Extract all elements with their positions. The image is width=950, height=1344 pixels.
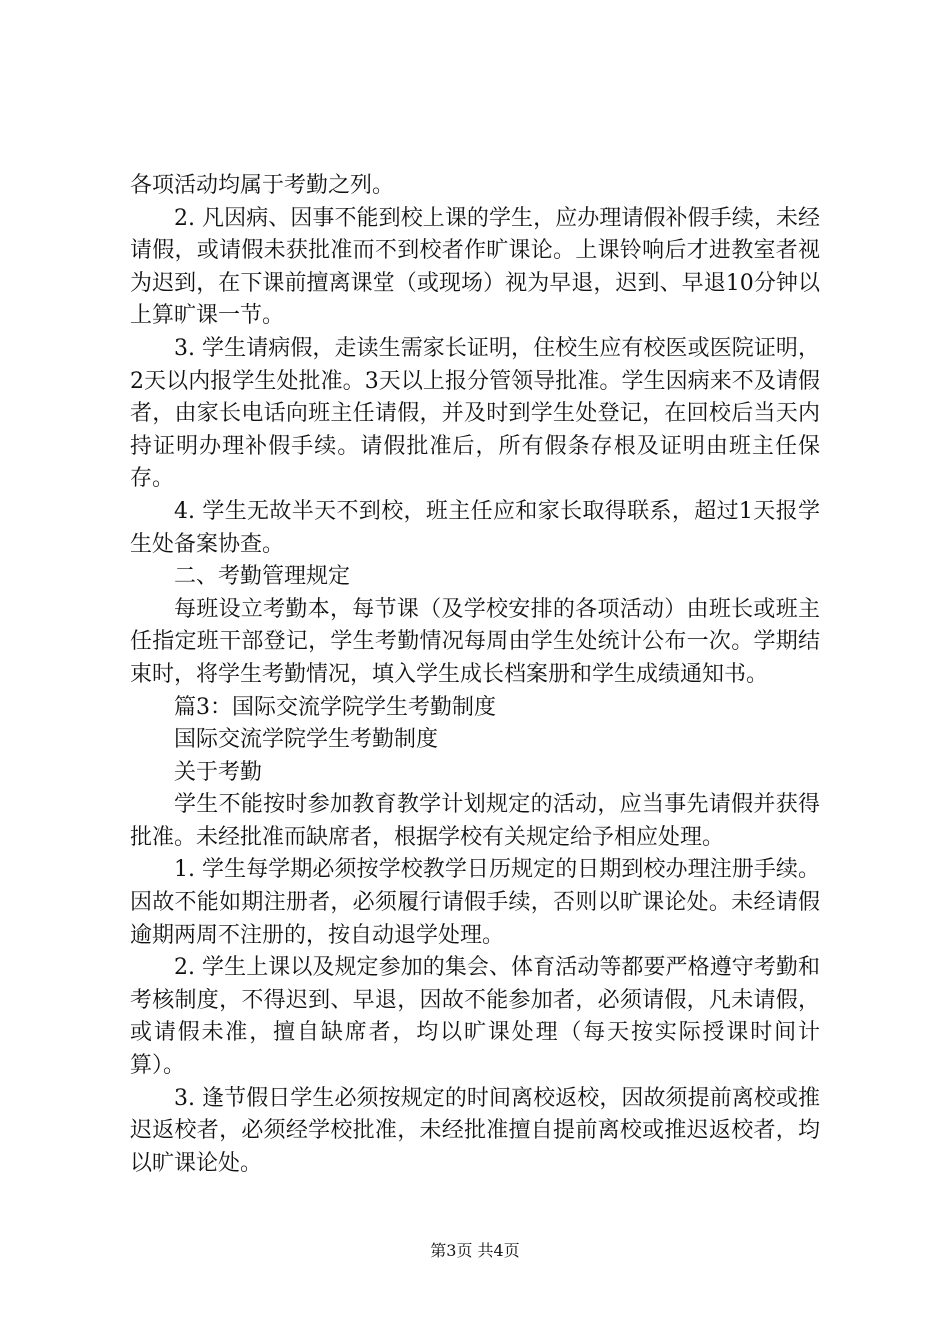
paragraph: 2. 凡因病、因事不能到校上课的学生，应办理请假补假手续，未经请假，或请假未获批准而不到校者作旷课论。上课铃响后才进教室者视为迟到，在下课前擅离课堂（或现场）视为早退，迟到、早退10分钟以上算旷课一节。 [130,205,820,329]
section-heading: 关于考勤 [174,759,263,785]
paragraph: 3. 学生请病假，走读生需家长证明，住校生应有校医或医院证明，2天以内报学生处批准。3天以上报分管领导批准。学生因病来不及请假者，由家长电话向班主任请假，并及时到学生处登记，在回校后当天内持证明办理补假手续。请假批准后，所有假条存根及证明由班主任保存。 [130,335,820,492]
paragraph: 1. 学生每学期必须按学校教学日历规定的日期到校办理注册手续。因故不能如期注册者，必须履行请假手续，否则以旷课论处。未经请假逾期两周不注册的，按自动退学处理。 [130,857,820,948]
document-title: 国际交流学院学生考勤制度 [174,727,439,753]
paragraph: 2. 学生上课以及规定参加的集会、体育活动等都要严格遵守考勤和考核制度，不得迟到、早退，因故不能参加者，必须请假，凡未请假，或请假未准，擅自缺席者，均以旷课处理（每天按实际授课时间计算）。 [130,955,820,1079]
paragraph: 每班设立考勤本，每节课（及学校安排的各项活动）由班长或班主任指定班干部登记，学生考勤情况每周由学生处统计公布一次。学期结束时，将学生考勤情况，填入学生成长档案册和学生成绩通知书。 [130,596,820,687]
document-body [130,170,820,1180]
page-number: 第3页 共4页 [430,1241,520,1260]
chapter-heading: 篇3：国际交流学院学生考勤制度 [174,694,496,720]
section-heading: 二、考勤管理规定 [174,564,351,590]
paragraph: 学生不能按时参加教育教学计划规定的活动，应当事先请假并获得批准。未经批准而缺席者，根据学校有关规定给予相应处理。 [130,792,820,850]
paragraph: 各项活动均属于考勤之列。 [130,173,395,198]
paragraph: 3. 逢节假日学生必须按规定的时间离校返校，因故须提前离校或推迟返校者，必须经学校批准，未经批准擅自提前离校或推迟返校者，均以旷课论处。 [130,1085,820,1176]
paragraph: 4. 学生无故半天不到校，班主任应和家长取得联系，超过1天报学生处备案协查。 [130,498,820,557]
page-footer [0,1238,950,1261]
